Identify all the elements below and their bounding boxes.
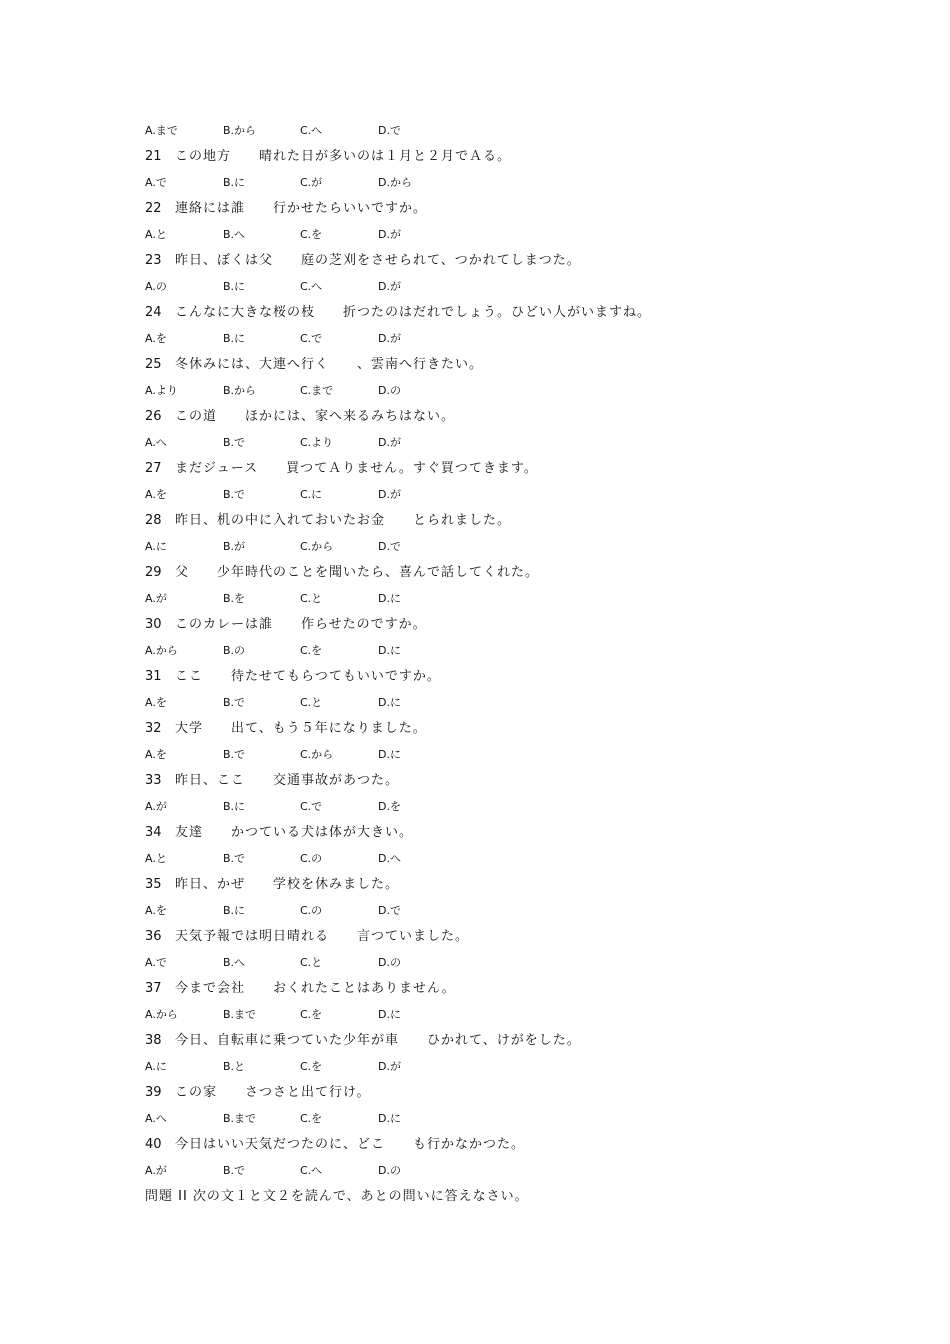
answer-options-34 <box>145 850 905 867</box>
option-c: C.を <box>300 644 323 657</box>
question-number: 21 <box>145 149 162 164</box>
question-number: 25 <box>145 357 162 372</box>
option-b: B.に <box>223 332 246 345</box>
question-number: 30 <box>145 617 162 632</box>
question-number: 39 <box>145 1085 162 1100</box>
question-32 <box>145 720 905 737</box>
option-b: B.に <box>223 800 246 813</box>
option-c: C.へ <box>300 1164 323 1177</box>
option-c: C.から <box>300 748 334 761</box>
question-text: 昨日、かぜ 学校を休みました。 <box>175 877 400 892</box>
option-d: D.の <box>378 956 401 969</box>
question-26 <box>145 408 905 425</box>
answer-options-22 <box>145 226 905 243</box>
option-d: D.が <box>378 436 401 449</box>
option-c: C.で <box>300 332 323 345</box>
option-a: A.を <box>145 904 167 917</box>
answer-options-27 <box>145 486 905 503</box>
option-a: A.を <box>145 696 167 709</box>
option-c: C.を <box>300 1112 323 1125</box>
question-text: まだジュース 買つてＡりません。すぐ買つてきます。 <box>175 461 538 476</box>
option-d: D.が <box>378 228 401 241</box>
question-28 <box>145 512 905 529</box>
option-a: A.で <box>145 956 167 969</box>
question-27 <box>145 460 905 477</box>
question-21 <box>145 148 905 165</box>
option-d: D.に <box>378 696 401 709</box>
option-c: C.を <box>300 1060 323 1073</box>
option-b: B.から <box>223 384 257 397</box>
option-b: B.で <box>223 852 246 865</box>
question-number: 29 <box>145 565 162 580</box>
option-b: B.へ <box>223 956 246 969</box>
question-text: この道 ほかには、家へ来るみちはない。 <box>175 409 456 424</box>
option-d: D.を <box>378 800 401 813</box>
question-24 <box>145 304 905 321</box>
option-d: D.で <box>378 124 401 137</box>
option-b: B.と <box>223 1060 246 1073</box>
option-d: D.へ <box>378 852 401 865</box>
question-34 <box>145 824 905 841</box>
answer-options-28 <box>145 538 905 555</box>
question-31 <box>145 668 905 685</box>
option-c: C.の <box>300 852 323 865</box>
answer-options-24 <box>145 330 905 347</box>
answer-options-36 <box>145 954 905 971</box>
option-b: B.から <box>223 124 257 137</box>
option-a: A.を <box>145 332 167 345</box>
option-a: A.と <box>145 228 167 241</box>
option-d: D.で <box>378 540 401 553</box>
option-b: B.まで <box>223 1008 257 1021</box>
option-c: C.まで <box>300 384 334 397</box>
question-number: 28 <box>145 513 162 528</box>
question-number: 26 <box>145 409 162 424</box>
question-number: 22 <box>145 201 162 216</box>
option-d: D.が <box>378 1060 401 1073</box>
answer-options-35 <box>145 902 905 919</box>
question-text: こんなに大きな桜の枝 折つたのはだれでしょう。ひどい人がいますね。 <box>175 305 652 320</box>
option-c: C.へ <box>300 124 323 137</box>
question-36 <box>145 928 905 945</box>
option-b: B.に <box>223 904 246 917</box>
option-a: A.へ <box>145 1112 167 1125</box>
option-b: B.へ <box>223 228 246 241</box>
question-number: 27 <box>145 461 162 476</box>
answer-options-23 <box>145 278 905 295</box>
option-d: D.の <box>378 384 401 397</box>
question-number: 34 <box>145 825 162 840</box>
option-a: A.を <box>145 488 167 501</box>
question-number: 36 <box>145 929 162 944</box>
question-number: 33 <box>145 773 162 788</box>
option-a: A.から <box>145 1008 178 1021</box>
question-number: 23 <box>145 253 162 268</box>
option-b: B.を <box>223 592 246 605</box>
question-text: 大学 出て、もう５年になりました。 <box>175 721 427 736</box>
question-35 <box>145 876 905 893</box>
question-number: 35 <box>145 877 162 892</box>
option-d: D.の <box>378 1164 401 1177</box>
option-b: B.で <box>223 488 246 501</box>
option-c: C.を <box>300 1008 323 1021</box>
option-d: D.が <box>378 332 401 345</box>
option-b: B.で <box>223 696 246 709</box>
option-d: D.が <box>378 488 401 501</box>
question-number: 37 <box>145 981 162 996</box>
option-a: A.へ <box>145 436 167 449</box>
answer-options-26 <box>145 434 905 451</box>
question-37 <box>145 980 905 997</box>
question-text: 父 少年時代のことを聞いたら、喜んで話してくれた。 <box>175 565 540 580</box>
answer-options-33 <box>145 798 905 815</box>
question-30 <box>145 616 905 633</box>
question-text: 昨日、ぼくは父 庭の芝刈をさせられて、つかれてしまつた。 <box>175 253 581 268</box>
question-29 <box>145 564 905 581</box>
question-text: 昨日、机の中に入れておいたお金 とられました。 <box>175 513 512 528</box>
option-a: A.と <box>145 852 167 865</box>
option-a: A.が <box>145 1164 167 1177</box>
answer-options-39 <box>145 1110 905 1127</box>
section-heading: 問題 II 次の文１と文２を読んで、あとの問いに答えなさい。 <box>145 1189 529 1204</box>
option-c: C.より <box>300 436 334 449</box>
question-text: 昨日、ここ 交通事故があつた。 <box>175 773 400 788</box>
option-c: C.と <box>300 696 323 709</box>
option-a: A.が <box>145 800 167 813</box>
answer-options-38 <box>145 1058 905 1075</box>
question-text: この地方 晴れた日が多いのは１月と２月でＡる。 <box>175 149 512 164</box>
option-b: B.で <box>223 436 246 449</box>
option-b: B.に <box>223 176 246 189</box>
option-d: D.に <box>378 1112 401 1125</box>
option-c: C.を <box>300 228 323 241</box>
question-number: 40 <box>145 1137 162 1152</box>
option-a: A.に <box>145 1060 167 1073</box>
question-number: 31 <box>145 669 162 684</box>
question-22 <box>145 200 905 217</box>
question-text: このカレーは誰 作らせたのですか。 <box>175 617 427 632</box>
option-d: D.に <box>378 748 401 761</box>
question-number: 24 <box>145 305 162 320</box>
question-40 <box>145 1136 905 1153</box>
question-list <box>145 122 905 1188</box>
option-d: D.が <box>378 280 401 293</box>
question-number: 32 <box>145 721 162 736</box>
option-d: D.から <box>378 176 412 189</box>
question-text: 天気予報では明日晴れる 言つていました。 <box>175 929 470 944</box>
option-d: D.に <box>378 644 401 657</box>
question-number: 38 <box>145 1033 162 1048</box>
question-33 <box>145 772 905 789</box>
question-text: 友達 かつている犬は体が大きい。 <box>175 825 414 840</box>
option-a: A.より <box>145 384 178 397</box>
option-c: C.と <box>300 956 323 969</box>
question-text: ここ 待たせてもらつてもいいですか。 <box>175 669 441 684</box>
option-a: A.で <box>145 176 167 189</box>
answer-options-25 <box>145 382 905 399</box>
question-39 <box>145 1084 905 1101</box>
answer-options-20 <box>145 122 905 139</box>
option-c: C.と <box>300 592 323 605</box>
option-c: C.から <box>300 540 334 553</box>
option-b: B.の <box>223 644 246 657</box>
answer-options-21 <box>145 174 905 191</box>
answer-options-29 <box>145 590 905 607</box>
question-text: 今日はいい天気だつたのに、どこ も行かなかつた。 <box>175 1137 526 1152</box>
option-a: A.が <box>145 592 167 605</box>
answer-options-30 <box>145 642 905 659</box>
option-a: A.まで <box>145 124 178 137</box>
question-text: この家 さつさと出て行け。 <box>175 1085 371 1100</box>
option-a: A.に <box>145 540 167 553</box>
option-d: D.に <box>378 592 401 605</box>
question-25 <box>145 356 905 373</box>
answer-options-32 <box>145 746 905 763</box>
answer-options-40 <box>145 1162 905 1179</box>
question-text: 今日、自転車に乗つていた少年が車 ひかれて、けがをした。 <box>175 1033 581 1048</box>
question-text: 今まで会社 おくれたことはありません。 <box>175 981 456 996</box>
question-23 <box>145 252 905 269</box>
option-a: A.の <box>145 280 167 293</box>
option-c: C.の <box>300 904 323 917</box>
option-b: B.で <box>223 1164 246 1177</box>
option-b: B.に <box>223 280 246 293</box>
question-text: 冬休みには、大連へ行く 、雲南へ行きたい。 <box>175 357 484 372</box>
option-a: A.を <box>145 748 167 761</box>
option-c: C.に <box>300 488 323 501</box>
question-38 <box>145 1032 905 1049</box>
option-c: C.で <box>300 800 323 813</box>
option-c: C.へ <box>300 280 323 293</box>
option-d: D.に <box>378 1008 401 1021</box>
option-b: B.まで <box>223 1112 257 1125</box>
option-b: B.で <box>223 748 246 761</box>
option-c: C.が <box>300 176 323 189</box>
option-a: A.から <box>145 644 178 657</box>
answer-options-37 <box>145 1006 905 1023</box>
option-d: D.で <box>378 904 401 917</box>
option-b: B.が <box>223 540 246 553</box>
answer-options-31 <box>145 694 905 711</box>
question-text: 連絡には誰 行かせたらいいですか。 <box>175 201 428 216</box>
